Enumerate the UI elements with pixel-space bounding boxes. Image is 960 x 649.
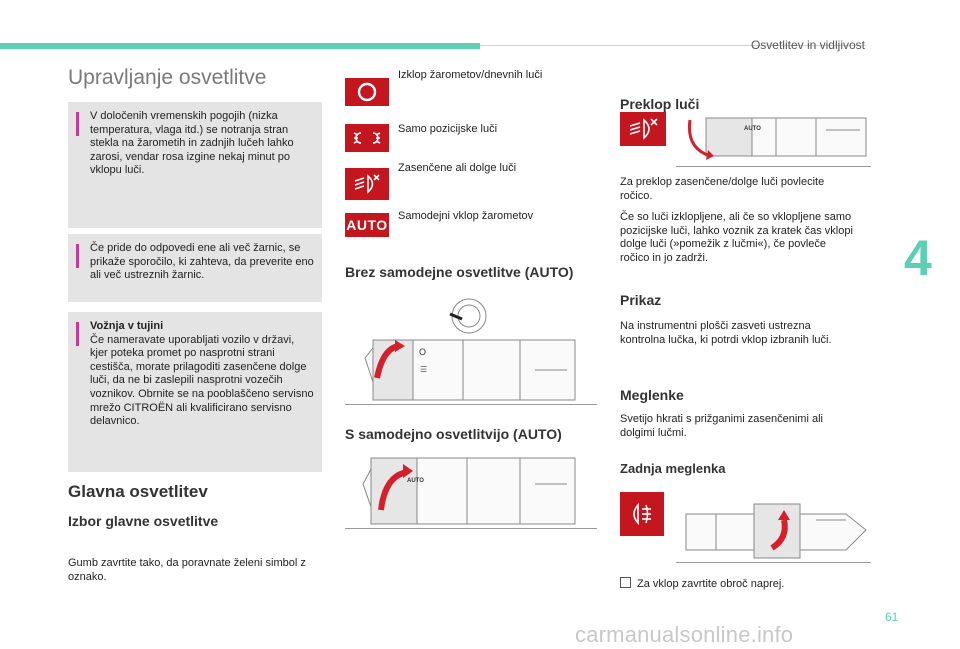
note-marker [76, 244, 79, 268]
display-text: Na instrumentni plošči zasveti ustrezna kontrolna lučka, ki potrdi vklop izbranih luči. [620, 320, 832, 346]
stalk-illustration-without-auto [345, 292, 597, 405]
dipped-main-beam-icon [620, 112, 666, 146]
heading-fog-lights: Meglenke [620, 387, 684, 403]
page-title: Upravljanje osvetlitve [68, 66, 267, 89]
header-accent-bar [0, 43, 480, 49]
stalk-illustration-with-auto [345, 448, 597, 529]
auto-icon [345, 213, 389, 237]
item-label: Samodejni vklop žarometov [398, 210, 534, 222]
item-label: Zasenčene ali dolge luči [398, 162, 517, 174]
stalk-illustration-rear-fog [676, 490, 871, 563]
rear-fog-instruction [620, 577, 856, 592]
svg-text:☰: ☰ [420, 365, 428, 374]
item-label: Samo pozicijske luči [398, 123, 498, 135]
rear-fog-icon [620, 492, 664, 536]
note-text: V določenih vremenskih pogojih (nizka temperatura, vlaga itd.) se notranja stran stekla na žarometih in zadnjih lučeh lahko zarosi, vendar rosa izgine nekaj minut po vklopu luči. [90, 110, 294, 177]
switch-text-2: Če so luči izklopljene, ali če so vklopljene samo pozicijske luči, lahko voznik za kratek čas vklopi dolge luči (»pomežik z lučmi«), če povleče ročico in jo zadrži. [620, 211, 853, 264]
heading-with-auto: S samodejno osvetlitvijo (AUTO) [345, 426, 562, 442]
note-marker [76, 112, 79, 136]
heading-rear-fog: Zadnja meglenka [620, 461, 726, 476]
note-text [90, 320, 314, 429]
bullet-marker [620, 577, 631, 588]
rear-fog-text: Za vklop zavrtite obroč naprej. [637, 578, 785, 590]
chapter-number: 4 [904, 230, 932, 286]
stalk-auto-label: AUTO [407, 478, 424, 484]
watermark: carmanualsonline.info [575, 622, 794, 647]
select-lighting-text: Gumb zavrtite tako, da poravnate želeni simbol z oznako. [68, 557, 306, 583]
note-body: Če nameravate uporabljati vozilo v državi, kjer poteka promet po nasprotni strani cestišča, morate prilagoditi zasenčene dolge luči, da ne bi zaslepili nasprotni vozečih voznikov. Obrnite se na pooblaščeno servisno mrežo CITROËN ali kvalificirano servisno delavnico. [90, 333, 314, 428]
item-label: Izklop žarometov/dnevnih luči [398, 69, 543, 81]
heading-without-auto: Brez samodejne osvetlitve (AUTO) [345, 264, 574, 280]
section-title: Osvetlitev in vidljivost [750, 38, 865, 52]
stalk-illustration-switch [676, 100, 871, 167]
stalk-off-label: O [419, 347, 427, 357]
heading-select-lighting: Izbor glavne osvetlitve [68, 513, 219, 529]
heading-display: Prikaz [620, 292, 662, 308]
heading-main-lighting: Glavna osvetlitev [68, 482, 208, 501]
note-text: Če pride do odpovedi ene ali več žarnic, se prikaže sporočilo, ki zahteva, da preverite eno ali več ustreznih žarnic. [90, 242, 314, 282]
note-box-bulb-failure [68, 234, 322, 302]
note-marker [76, 322, 79, 346]
note-box-driving-abroad [68, 312, 322, 472]
page-number: 61 [885, 610, 899, 624]
fog-text: Svetijo hkrati s prižganimi zasenčenimi ali dolgimi lučmi. [620, 413, 823, 439]
stalk-auto-label: AUTO [744, 126, 761, 132]
dipped-main-beam-icon [345, 168, 389, 200]
switch-text-1: Za preklop zasenčene/dolge luči povlecite ročico. [620, 176, 825, 202]
note-box-condensation [68, 102, 322, 228]
position-lights-icon [345, 124, 389, 152]
note-title: Vožnja v tujini [90, 320, 164, 332]
auto-icon-text: AUTO [346, 217, 388, 233]
heading-switch-lights: Preklop luči [620, 96, 700, 112]
off-icon [345, 78, 389, 106]
